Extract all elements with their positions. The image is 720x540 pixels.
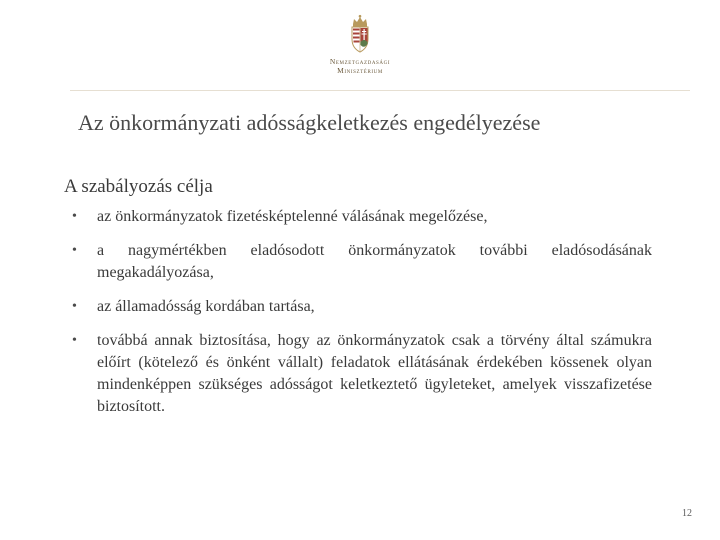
ministry-name-line2: Minisztérium <box>337 66 383 75</box>
bullet-list <box>70 206 652 430</box>
section-heading: A szabályozás célja <box>64 176 213 197</box>
ministry-name-line1: Nemzetgazdasági <box>329 57 391 66</box>
list-item <box>70 296 652 318</box>
bullet-text: a nagymértékben eladósodott önkormányzatok további eladósodásának megakadályozása, <box>97 242 652 281</box>
coat-of-arms-icon <box>349 14 371 54</box>
bullet-icon: • <box>72 299 77 314</box>
bullet-text: továbbá annak biztosítása, hogy az önkormányzatok csak a törvény által számukra előírt (kötelező és önként vállalt) feladatok ellátásának érdekében kössenek olyan mindenképpen szükséges adósságot keletkeztető ügyleteket, amelyek visszafizetése biztosított. <box>97 332 652 415</box>
ministry-logo <box>310 14 410 75</box>
list-item <box>70 330 652 418</box>
bullet-text: az államadósság kordában tartása, <box>97 298 315 315</box>
list-item <box>70 240 652 284</box>
slide-title: Az önkormányzati adósságkeletkezés engedélyezése <box>78 110 541 135</box>
list-item <box>70 206 652 228</box>
bullet-text: az önkormányzatok fizetésképtelenné válásának megelőzése, <box>97 208 488 225</box>
bullet-icon: • <box>72 333 77 348</box>
page-number: 12 <box>682 508 692 519</box>
header-divider <box>70 90 690 91</box>
bullet-icon: • <box>72 243 77 258</box>
bullet-icon: • <box>72 209 77 224</box>
